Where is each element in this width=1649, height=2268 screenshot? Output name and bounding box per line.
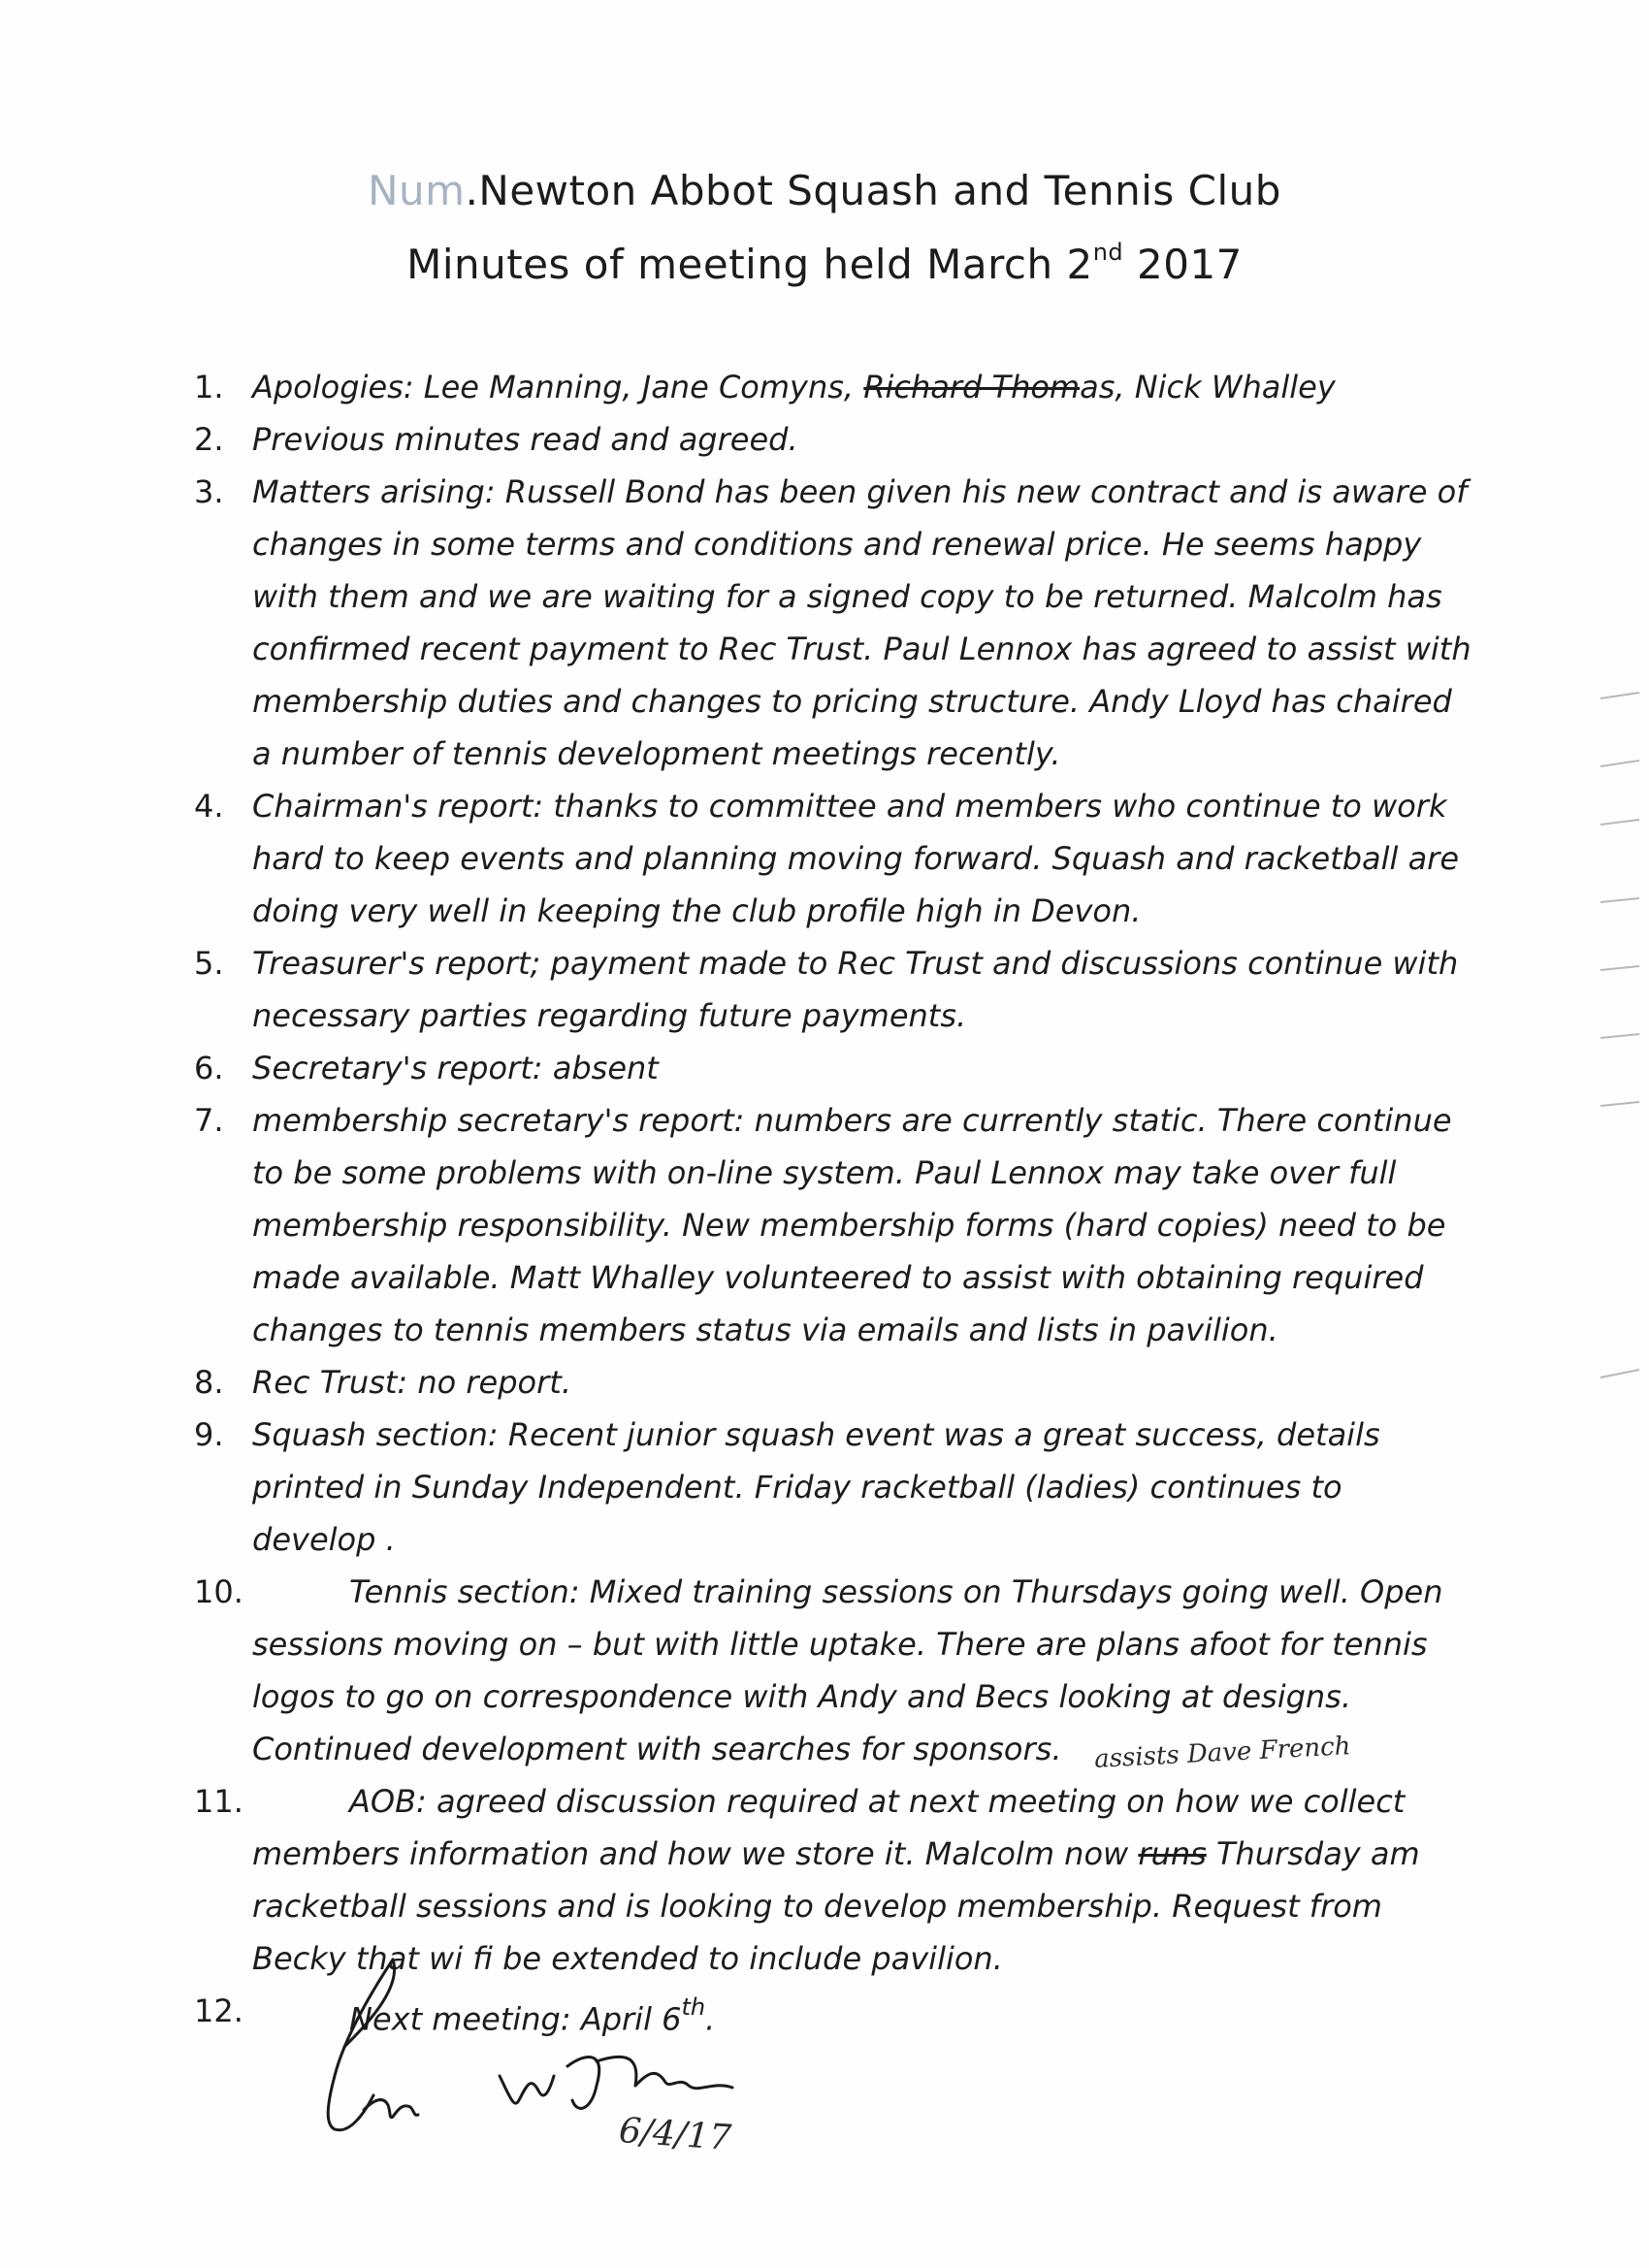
margin-scan-marks <box>1591 679 1649 1455</box>
item-text: Next meeting: April 6 <box>349 2000 682 2038</box>
item-text: Apologies: Lee Manning, Jane Comyns, <box>252 369 864 405</box>
item-superscript: th <box>681 1993 706 2021</box>
title-stray-text: Num <box>368 167 466 214</box>
item-text-end: . <box>705 2000 716 2038</box>
item-number: 8. <box>194 1364 224 1401</box>
item-text: Rec Trust: no report. <box>252 1364 571 1401</box>
item-number: 7. <box>194 1102 224 1139</box>
item-number: 9. <box>194 1416 224 1453</box>
minutes-item-membership-report <box>194 1094 1474 1356</box>
item-text: Previous minutes read and agreed. <box>252 421 798 458</box>
item-text: Tennis section: Mixed training sessions on Thursdays going well. Open sessions moving on – but with little uptake. There are plans afoot for tennis logos to go on correspondence with Andy and Becs looking at designs. Continued development with searches for sponsors. <box>252 1573 1443 1767</box>
item-number: 11. <box>194 1783 243 1820</box>
minutes-item-matters-arising <box>194 466 1474 780</box>
minutes-list <box>194 361 1474 2046</box>
item-number: 12. <box>194 1993 243 2029</box>
minutes-item-rec-trust <box>194 1356 1474 1409</box>
document-subtitle <box>0 241 1649 288</box>
item-text: Matters arising: Russell Bond has been given his new contract and is aware of changes in some terms and conditions and renewal price. He seems happy with them and we are waiting for a signed copy to be returned. Malcolm has confirmed recent payment to Rec Trust. Paul Lennox has agreed to assist with membership duties and changes to pricing structure. Andy Lloyd has chaired a number of tennis development meetings recently. <box>252 473 1471 772</box>
minutes-item-apologies <box>194 361 1474 413</box>
subtitle-main: Minutes of meeting held March 2 <box>406 241 1093 288</box>
item-text-continued: as, Nick Whalley <box>1080 369 1336 405</box>
struck-text: Richard Thom <box>863 369 1081 405</box>
item-number: 2. <box>194 421 224 458</box>
item-text: AOB: agreed discussion required at next meeting on how we collect members information and how we store it. Malcolm now <box>252 1783 1406 1872</box>
handwritten-signature <box>306 1930 810 2154</box>
minutes-item-squash-section <box>194 1409 1474 1566</box>
item-text: Secretary's report: absent <box>252 1050 659 1086</box>
item-number: 3. <box>194 473 224 510</box>
item-text: Squash section: Recent junior squash event was a great success, details printed in Sunday Independent. Friday racketball (ladies) continues to develop . <box>252 1416 1380 1558</box>
minutes-item-previous-minutes <box>194 413 1474 466</box>
signature-date: 6/4/17 <box>617 2111 733 2158</box>
item-number: 5. <box>194 945 224 982</box>
document-title <box>0 167 1649 214</box>
minutes-item-chairmans-report <box>194 780 1474 937</box>
minutes-item-secretarys-report <box>194 1042 1474 1094</box>
minutes-item-treasurers-report <box>194 937 1474 1042</box>
struck-text: runs <box>1138 1835 1207 1872</box>
subtitle-year: 2017 <box>1123 241 1243 288</box>
item-number: 10. <box>194 1573 243 1610</box>
item-text-continued: Thursday am racketball sessions and is looking to develop membership. Request from Becky that wi fi be extended to include pavilion. <box>252 1835 1420 1977</box>
item-number: 6. <box>194 1050 224 1086</box>
item-text: membership secretary's report: numbers are currently static. There continue to be some problems with on-line system. Paul Lennox may take over full membership responsibility. New membership forms (hard copies) need to be made available. Matt Whalley volunteered to assist with obtaining required changes to tennis members status via emails and lists in pavilion. <box>252 1102 1452 1348</box>
item-number: 1. <box>194 369 224 405</box>
title-text: .Newton Abbot Squash and Tennis Club <box>465 167 1281 214</box>
item-number: 4. <box>194 788 224 825</box>
item-text: Chairman's report: thanks to committee and members who continue to work hard to keep events and planning moving forward. Squash and racketball are doing very well in keeping the club profile high in Devon. <box>252 788 1460 929</box>
handwritten-insertion: assists Dave French <box>1093 1732 1352 1774</box>
item-text: Treasurer's report; payment made to Rec Trust and discussions continue with necessary parties regarding future payments. <box>252 945 1459 1034</box>
subtitle-superscript: nd <box>1092 239 1124 266</box>
